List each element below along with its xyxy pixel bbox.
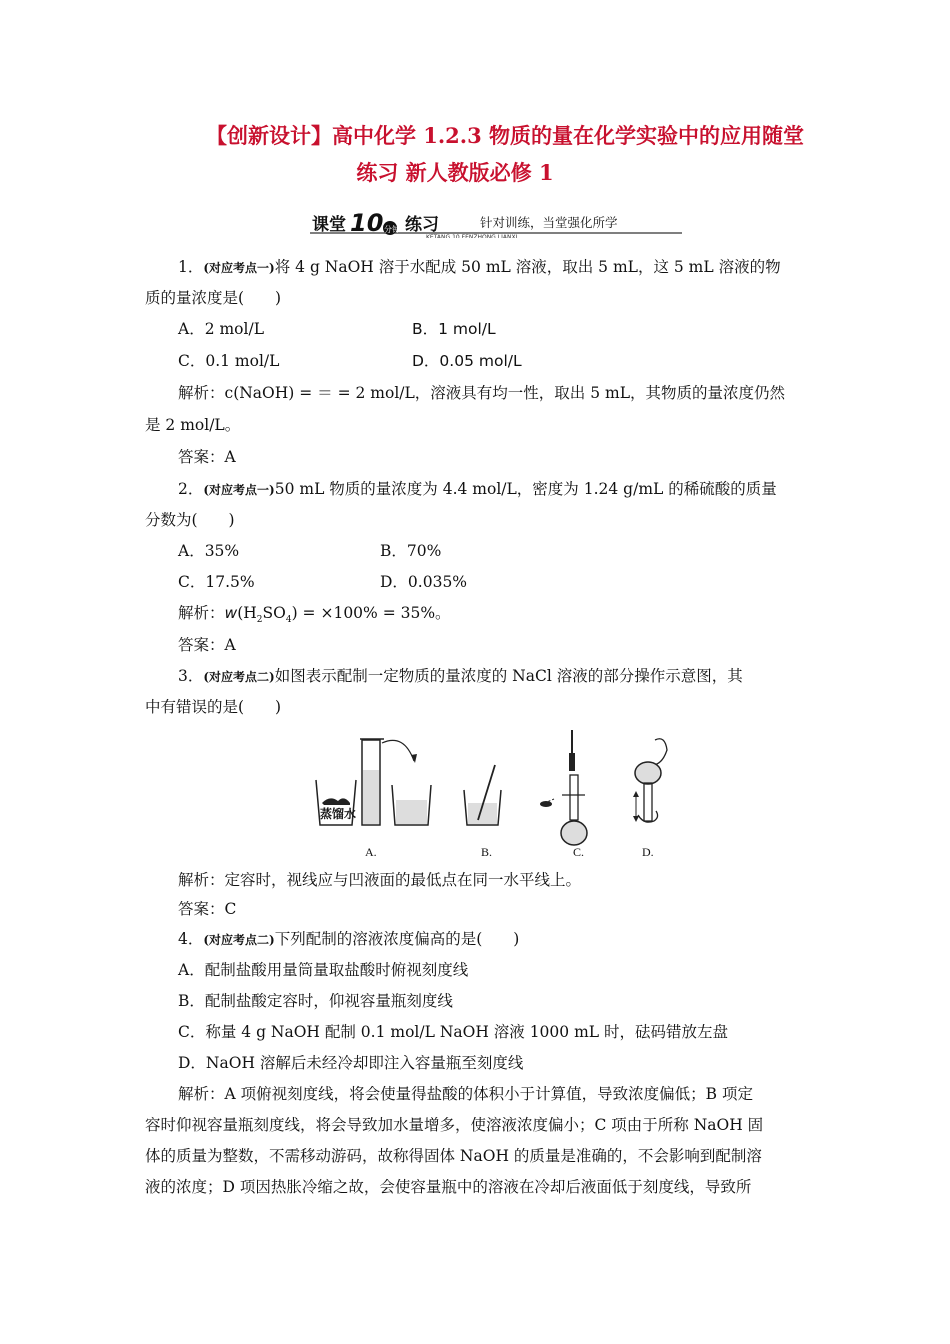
- q4-analysis-line2: 容时仰视容量瓶刻度线，将会导致加水量增多，使溶液浓度偏小；C 项由于所称 NaOH 固: [145, 1116, 764, 1134]
- q3-stem-line1: 3．(对应考点二)如图表示配制一定物质的量浓度的 NaCl 溶液的部分操作示意图，其: [178, 667, 743, 685]
- q1-stem-line2: 质的量浓度是( ): [145, 289, 282, 307]
- banner-num: 10: [350, 209, 384, 237]
- banner-pinyin: KETANG 10 FENZHONG LIANXI: [426, 234, 518, 238]
- document-title-line1: 【创新设计】高中化学 1.2.3 物质的量在化学实验中的应用随堂: [205, 123, 805, 148]
- q4-option-c: C．称量 4 g NaOH 配制 0.1 mol/L NaOH 溶液 1000 mL 时，砝码错放左盘: [178, 1023, 728, 1041]
- q1-option-b: B．1 mol/L: [412, 320, 496, 338]
- q4-analysis-line1: 解析：A 项俯视刻度线，将会使量得盐酸的体积小于计算值，导致浓度偏低；B 项定: [178, 1085, 753, 1103]
- q1-option-a: A．2 mol/L: [178, 320, 264, 338]
- q4-option-d: D．NaOH 溶解后未经冷却即注入容量瓶至刻度线: [178, 1054, 524, 1072]
- figure-d-invert-flask: [633, 739, 667, 822]
- q1-option-c: C．0.1 mol/L: [178, 352, 280, 370]
- q4-analysis-line4: 液的浓度；D 项因热胀冷缩之故，会使容量瓶中的溶液在冷却后液面低于刻度线，导致所: [145, 1178, 752, 1196]
- section-banner: [310, 206, 682, 238]
- q3-analysis: 解析：定容时，视线应与凹液面的最低点在同一水平线上。: [178, 871, 582, 889]
- q2-stem-line1: 2．(对应考点一)50 mL 物质的量浓度为 4.4 mol/L，密度为 1.24 g/mL 的稀硫酸的质量: [178, 480, 777, 498]
- q2-stem-line2: 分数为( ): [145, 511, 235, 529]
- q3-experiment-figure: [300, 725, 690, 865]
- q2-option-a: A．35%: [178, 542, 240, 560]
- q2-option-c: C．17.5%: [178, 573, 255, 591]
- figure-label-c: C.: [573, 845, 585, 859]
- q2-answer: 答案：A: [178, 636, 236, 654]
- q4-stem: 4．(对应考点二)下列配制的溶液浓度偏高的是( ): [178, 930, 520, 948]
- q1-analysis-line1: 解析：c(NaOH) = ＝ = 2 mol/L，溶液具有均一性，取出 5 mL，其物质的量浓度仍然: [178, 384, 785, 402]
- q4-option-a: A．配制盐酸用量筒量取盐酸时俯视刻度线: [178, 961, 469, 979]
- q3-answer: 答案：C: [178, 900, 237, 918]
- figure-label-d: D.: [642, 845, 654, 859]
- q1-analysis-line2: 是 2 mol/L。: [145, 416, 241, 434]
- q2-analysis: 解析：$w(H_2SO_4) = \times 100\% = 35\%$。: [178, 604, 451, 626]
- banner-practice: 练习: [405, 215, 439, 235]
- q3-tag: (对应考点二): [203, 670, 275, 684]
- figure-water-label: 蒸馏水: [320, 807, 357, 821]
- document-title-line2: 练习 新人教版必修 1: [356, 160, 554, 185]
- figure-label-b: B.: [481, 845, 493, 859]
- q4-analysis-line3: 体的质量为整数，不需移动游码，故称得固体 NaOH 的质量是准确的，不会影响到配制溶: [145, 1147, 762, 1165]
- banner-main: 课堂: [312, 215, 346, 235]
- banner-unit: 分钟: [384, 225, 400, 234]
- q1-answer: 答案：A: [178, 448, 236, 466]
- figure-a-target-beaker: [392, 785, 431, 825]
- q2-tag: (对应考点一): [203, 483, 275, 497]
- figure-b-beaker-rod: [464, 765, 501, 825]
- q1-tag: (对应考点一): [203, 261, 275, 275]
- q1-option-d: D．0.05 mol/L: [412, 352, 522, 370]
- q4-option-b: B．配制盐酸定容时，仰视容量瓶刻度线: [178, 992, 453, 1010]
- q2-option-d: D．0.035%: [380, 573, 468, 591]
- q1-stem-line1: 1．(对应考点一)将 4 g NaOH 溶于水配成 50 mL 溶液，取出 5 mL，这 5 mL 溶液的物: [178, 258, 781, 276]
- q4-tag: (对应考点二): [203, 933, 275, 947]
- q2-option-b: B．70%: [380, 542, 442, 560]
- banner-slogan: 针对训练，当堂强化所学: [480, 215, 618, 230]
- figure-label-a: A.: [365, 845, 377, 859]
- figure-c-volumetric-flask: [540, 730, 587, 845]
- q3-stem-line2: 中有错误的是( ): [145, 698, 282, 716]
